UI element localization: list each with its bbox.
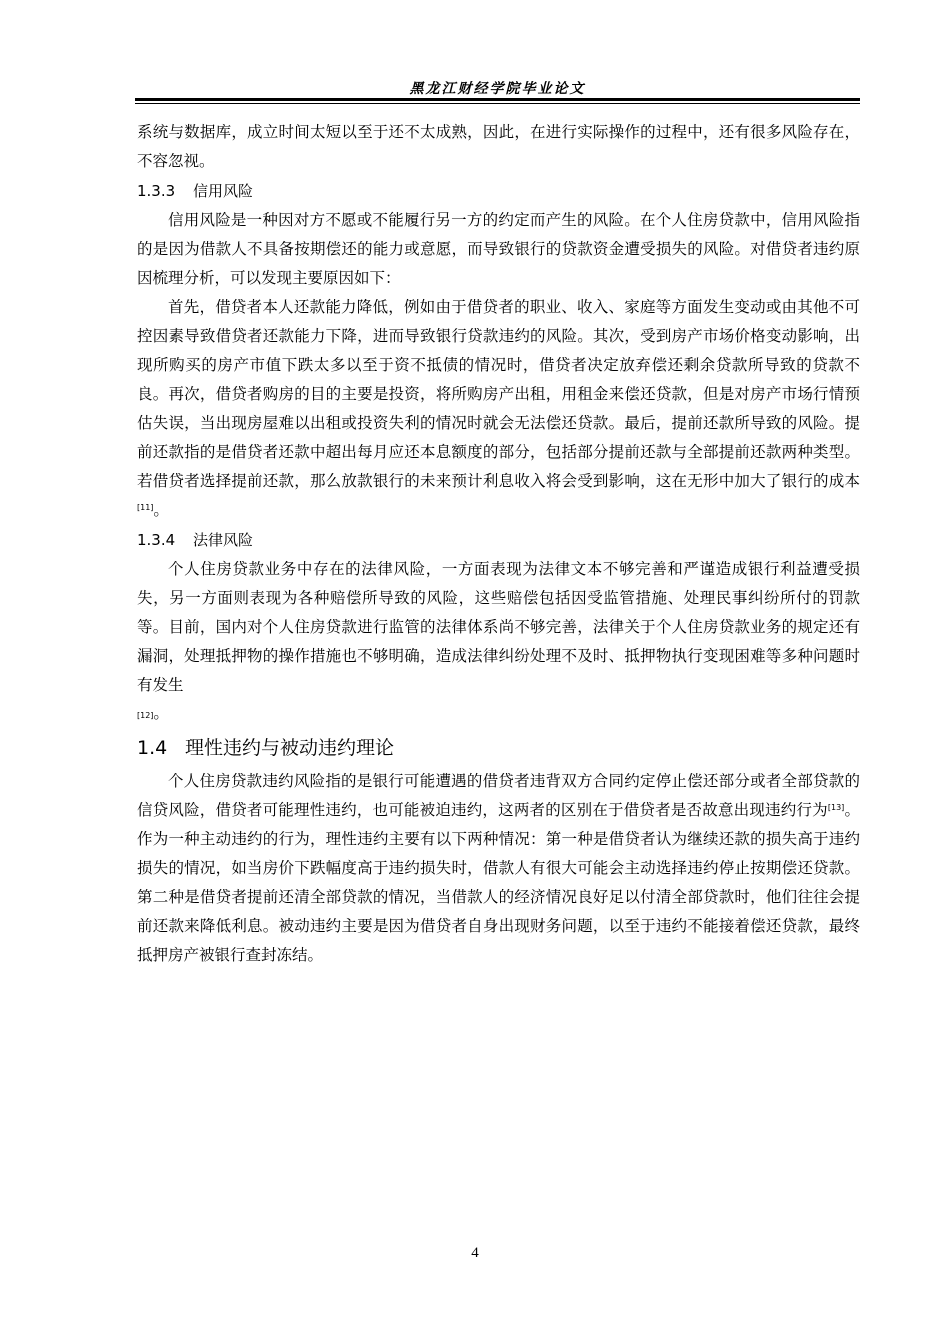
section-title: 信用风险 xyxy=(193,182,254,200)
paragraph-end-punct: 。 xyxy=(153,704,169,722)
paragraph-credit-risk-causes xyxy=(137,293,860,525)
paragraph-end-punct: 。 xyxy=(153,501,169,519)
header-rule-thick xyxy=(135,98,860,101)
section-title: 法律风险 xyxy=(193,531,254,549)
citation-ref-line xyxy=(137,700,860,729)
citation-ref: [12] xyxy=(137,711,154,720)
paragraph-credit-risk-intro: 信用风险是一种因对方不愿或不能履行另一方的约定而产生的风险。在个人住房贷款中，信用风险指的是因为借款人不具备按期偿还的能力或意愿，而导致银行的贷款资金遭受损失的风险。对借贷者违约原因梳理分析，可以发现主要原因如下： xyxy=(137,211,860,287)
paragraph-text: 。作为一种主动违约的行为，理性违约主要有以下两种情况：第一种是借贷者认为继续还款的损失高于违约损失的情况，如当房价下跌幅度高于违约损失时，借款人有很大可能会主动选择违约停止按期偿还贷款。第二种是借贷者提前还清全部贷款的情况，当借款人的经济情况良好足以付清全部贷款时，他们往往会提前还款来降低利息。被动违约主要是因为借贷者自身出现财务问题，以至于违约不能接着偿还贷款，最终抵押房产被银行查封冻结。 xyxy=(137,801,860,964)
document-body xyxy=(137,118,860,970)
paragraph-text: 首先，借贷者本人还款能力降低，例如由于借贷者的职业、收入、家庭等方面发生变动或由其他不可控因素导致借贷者还款能力下降，进而导致银行贷款违约的风险。其次，受到房产市场价格变动影响，出现所购买的房产市值下跌太多以至于资不抵债的情况时，借贷者决定放弃偿还剩余贷款所导致的贷款不良。再次，借贷者购房的目的主要是投资，将所购房产出租，用租金来偿还贷款，但是对房产市场行情预估失误，当出现房屋难以出租或投资失利的情况时就会无法偿还贷款。最后，提前还款所导致的风险。提前还款指的是借贷者还款中超出每月应还本息额度的部分，包括部分提前还款与全部提前还款两种类型。若借贷者选择提前还款，那么放款银行的未来预计利息收入将会受到影响，这在无形中加大了银行的成本 xyxy=(137,298,860,490)
citation-ref: [11] xyxy=(137,503,154,512)
section-number: 1.3.4 xyxy=(137,531,176,549)
paragraph-legal-risk xyxy=(137,555,860,700)
running-header-title: 黑龙江财经学院毕业论文 xyxy=(409,81,586,97)
section-number: 1.4 xyxy=(137,737,168,759)
citation-ref: [13] xyxy=(827,803,845,812)
header-rule-thin xyxy=(135,103,860,104)
section-heading-1-3-4 xyxy=(137,525,860,555)
section-number: 1.3.3 xyxy=(137,182,176,200)
section-heading-1-4 xyxy=(137,731,860,765)
paragraph-text: 个人住房贷款业务中存在的法律风险，一方面表现为法律文本不够完善和严谨造成银行利益遭受损失，另一方面则表现为各种赔偿所导致的风险，这些赔偿包括因受监管措施、处理民事纠纷所付的罚款等。目前，国内对个人住房贷款进行监管的法律体系尚不够完善，法律关于个人住房贷款业务的规定还有漏洞，处理抵押物的操作措施也不够明确，造成法律纠纷处理不及时、抵押物执行变现困难等多种问题时有发生 xyxy=(137,560,860,694)
page-number: 4 xyxy=(471,1245,479,1261)
paragraph-default-theory xyxy=(137,767,860,970)
paragraph-text: 个人住房贷款违约风险指的是银行可能遭遇的借贷者违背双方合同约定停止偿还部分或者全部贷款的信贷风险，借贷者可能理性违约，也可能被迫违约，这两者的区别在于借贷者是否故意出现违约行为 xyxy=(137,772,860,819)
paragraph-continuation: 系统与数据库，成立时间太短以至于还不太成熟，因此，在进行实际操作的过程中，还有很多风险存在，不容忽视。 xyxy=(137,123,860,170)
section-heading-1-3-3 xyxy=(137,176,860,206)
section-title: 理性违约与被动违约理论 xyxy=(185,737,395,759)
